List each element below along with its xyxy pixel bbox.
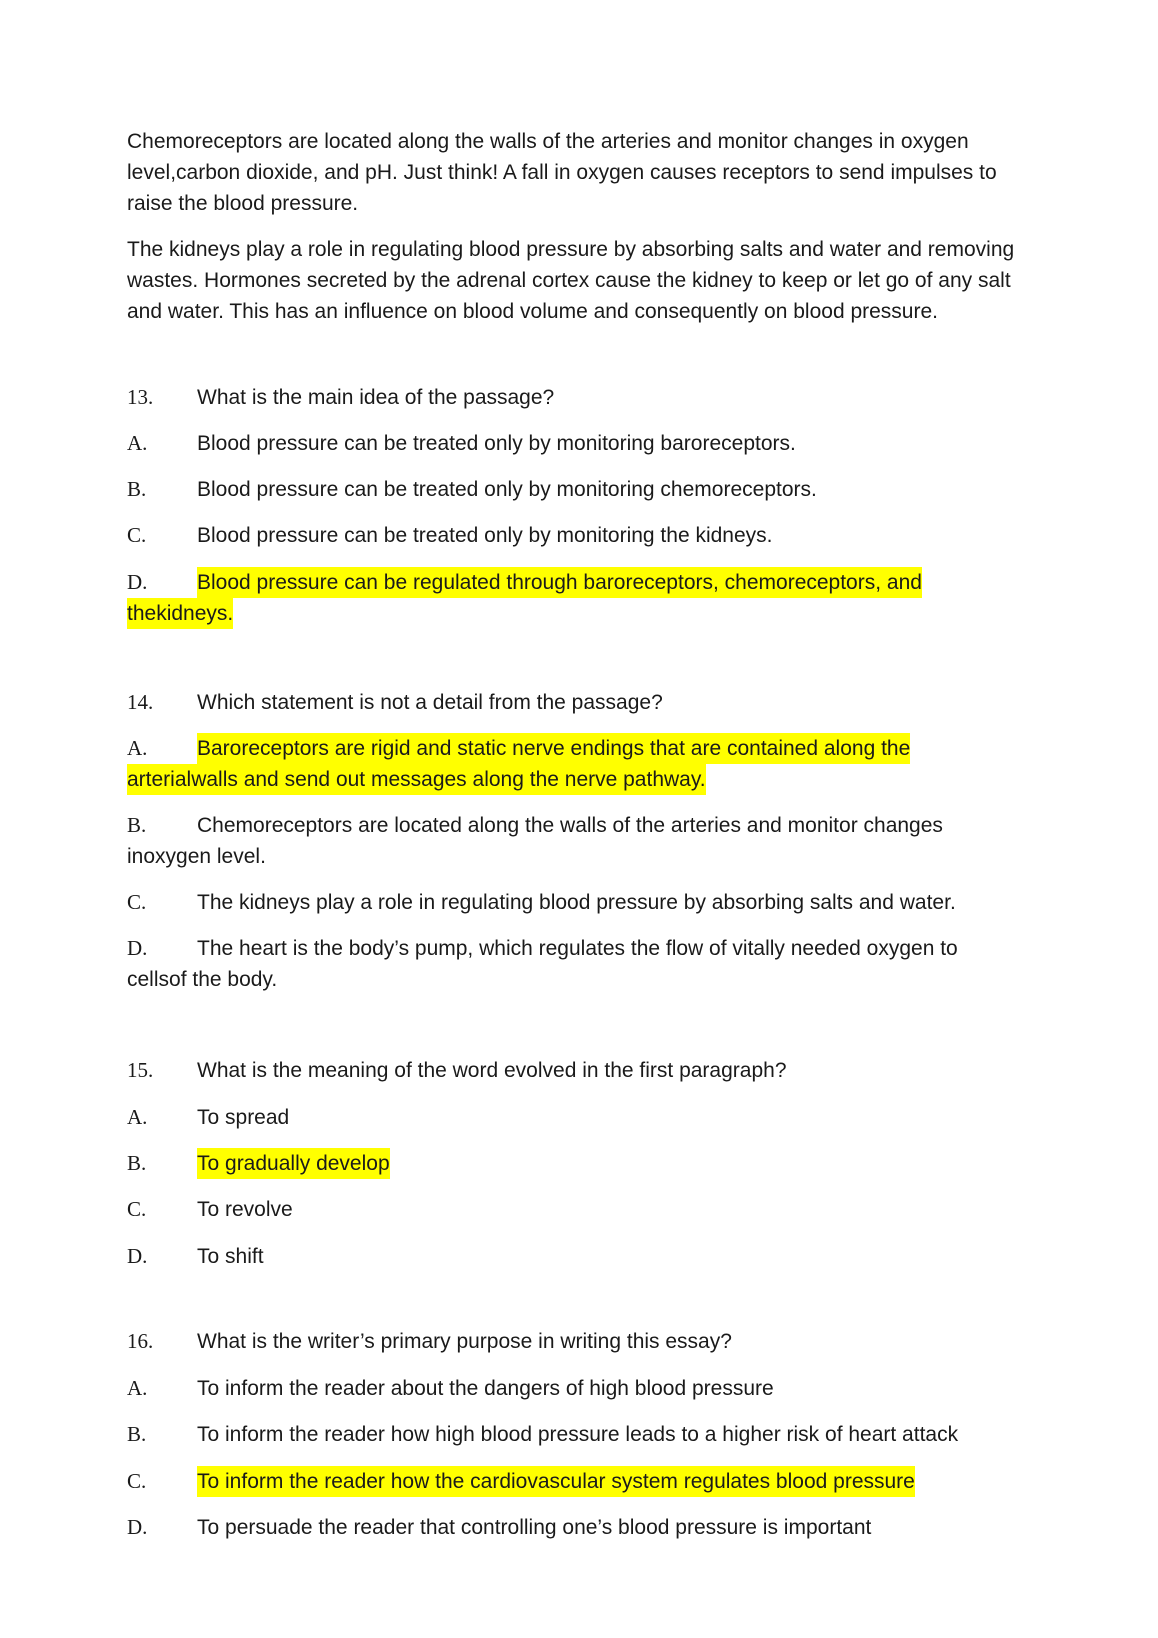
option-text: To inform the reader about the dangers of high blood pressure [197, 1377, 774, 1400]
option-text: Blood pressure can be treated only by monitoring baroreceptors. [197, 432, 796, 455]
question-text: What is the meaning of the word evolved in the first paragraph? [197, 1059, 787, 1082]
option-letter: C. [127, 1469, 147, 1493]
option-text-continuation: cellsof the body. [127, 968, 278, 991]
question-text: What is the writer’s primary purpose in writing this essay? [197, 1330, 732, 1353]
option-text: To revolve [197, 1198, 293, 1221]
option-letter: B. [127, 477, 147, 501]
option-letter: A. [127, 431, 148, 455]
passage-paragraph-2: The kidneys play a role in regulating blood pressure by absorbing salts and water and removing wastes. Hormones secreted by the adrenal cortex cause the kidney to keep or let go of any salt and water. This has an influence on blood volume and consequently on blood pressure. [127, 238, 1015, 323]
option-text: Blood pressure can be treated only by monitoring chemoreceptors. [197, 478, 817, 501]
option-text-continuation-highlighted: thekidneys. [127, 598, 233, 629]
option-letter: D. [127, 936, 148, 960]
option-text: To spread [197, 1106, 290, 1129]
option-text-continuation-highlighted: arterialwalls and send out messages along the nerve pathway. [127, 764, 706, 795]
option-letter: C. [127, 890, 147, 914]
question-text: Which statement is not a detail from the passage? [197, 691, 663, 714]
question-number: 15. [127, 1058, 154, 1082]
option-text-highlighted: Blood pressure can be regulated through baroreceptors, chemoreceptors, and [197, 567, 922, 598]
option-letter: A. [127, 1105, 148, 1129]
option-letter: B. [127, 813, 147, 837]
option-letter: D. [127, 570, 148, 594]
question-number: 16. [127, 1329, 154, 1353]
option-letter: C. [127, 1197, 147, 1221]
option-letter: A. [127, 1376, 148, 1400]
question-text: What is the main idea of the passage? [197, 386, 555, 409]
option-text-highlighted: Baroreceptors are rigid and static nerve endings that are contained along the [197, 733, 910, 764]
option-text: To shift [197, 1245, 264, 1268]
option-text: Blood pressure can be treated only by monitoring the kidneys. [197, 524, 773, 547]
option-text-highlighted: To inform the reader how the cardiovascular system regulates blood pressure [197, 1466, 915, 1497]
option-text: To persuade the reader that controlling one’s blood pressure is important [197, 1516, 872, 1539]
option-letter: D. [127, 1515, 148, 1539]
option-letter: B. [127, 1422, 147, 1446]
option-text: Chemoreceptors are located along the walls of the arteries and monitor changes [197, 814, 943, 837]
question-number: 14. [127, 690, 154, 714]
option-letter: A. [127, 736, 148, 760]
option-text-highlighted: To gradually develop [197, 1148, 390, 1179]
option-text: The kidneys play a role in regulating blood pressure by absorbing salts and water. [197, 891, 956, 914]
question-number: 13. [127, 385, 154, 409]
option-letter: D. [127, 1244, 148, 1268]
option-text: To inform the reader how high blood pressure leads to a higher risk of heart attack [197, 1423, 959, 1446]
option-letter: B. [127, 1151, 147, 1175]
option-text-continuation: inoxygen level. [127, 845, 266, 868]
passage-paragraph-1: Chemoreceptors are located along the walls of the arteries and monitor changes in oxygen level,carbon dioxide, and pH. Just think! A fall in oxygen causes receptors to send impulses to raise the blood pressure. [127, 130, 997, 215]
option-text: The heart is the body’s pump, which regulates the flow of vitally needed oxygen to [197, 937, 958, 960]
option-letter: C. [127, 523, 147, 547]
